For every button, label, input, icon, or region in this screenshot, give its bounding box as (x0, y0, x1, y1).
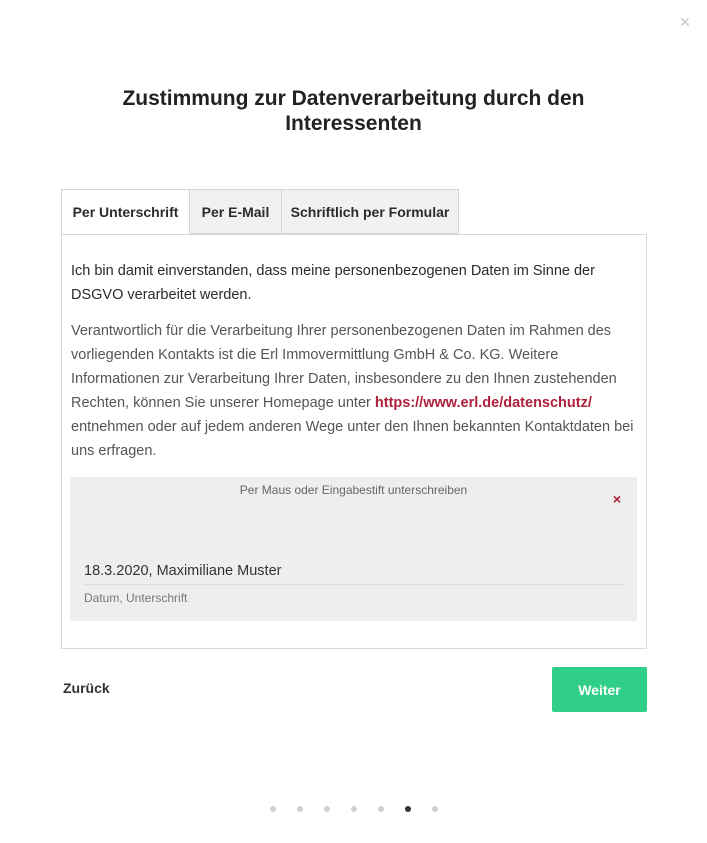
tab-signature[interactable]: Per Unterschrift (61, 189, 190, 235)
signature-line (84, 584, 624, 585)
privacy-info-part-2: entnehmen oder auf jedem anderen Wege unter den Ihnen bekannten Kontaktdaten bei uns erfragen. (71, 419, 634, 459)
clear-signature-icon[interactable]: × (612, 491, 621, 507)
privacy-policy-link[interactable]: https://www.erl.de/datenschutz/ (374, 395, 592, 411)
step-dot[interactable] (297, 806, 303, 812)
signature-pad[interactable] (70, 477, 637, 621)
step-indicator (270, 806, 438, 812)
privacy-info-part-1: Verantwortlich für die Verarbeitung Ihrer personenbezogenen Daten im Rahmen des vorliegenden Kontakts ist die Erl Immovermittlung GmbH & Co. KG. Weitere Informationen zur Verarbeitung Ihrer Daten, insbesondere zu den Ihnen zustehenden Rechten, können Sie unserer Homepage unter (71, 323, 617, 411)
signature-value: 18.3.2020, Maximiliane Muster (84, 563, 282, 579)
consent-text: Ich bin damit einverstanden, dass meine personenbezogenen Daten im Sinne der DSGVO verarbeitet werden. (71, 263, 595, 303)
tab-written-form[interactable]: Schriftlich per Formular (282, 189, 459, 234)
close-icon[interactable]: × (679, 12, 691, 32)
step-dot[interactable] (351, 806, 357, 812)
step-dot[interactable] (324, 806, 330, 812)
tab-bar (61, 189, 459, 235)
step-dot[interactable] (432, 806, 438, 812)
step-dot[interactable] (270, 806, 276, 812)
dialog-title: Zustimmung zur Datenverarbeitung durch den Interessenten (122, 87, 585, 135)
tab-panel (61, 234, 647, 649)
privacy-info-text (71, 319, 637, 463)
step-dot[interactable] (378, 806, 384, 812)
signature-hint: Per Maus oder Eingabestift unterschreiben (239, 483, 468, 497)
back-button[interactable]: Zurück (63, 680, 110, 696)
signature-caption: Datum, Unterschrift (84, 591, 188, 605)
step-dot[interactable] (405, 806, 411, 812)
next-button[interactable]: Weiter (552, 667, 647, 712)
tab-email[interactable]: Per E-Mail (190, 189, 282, 234)
